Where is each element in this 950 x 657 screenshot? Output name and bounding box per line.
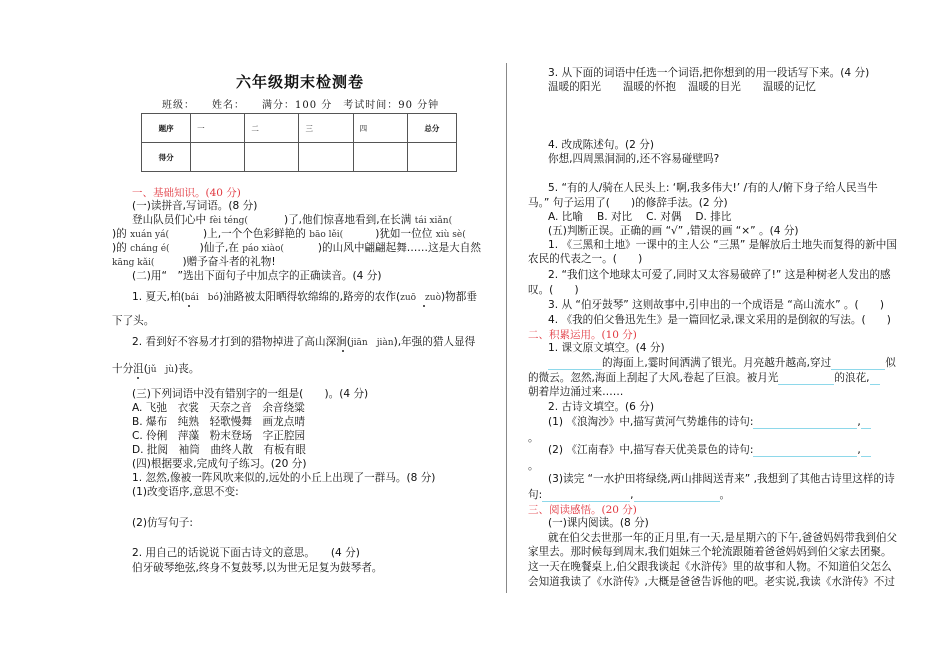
text: 似 [885, 357, 896, 369]
table-cell: 得分 [142, 143, 191, 172]
text: 。 [719, 489, 731, 501]
score-input-1[interactable] [191, 143, 245, 172]
text: 十分沮( [112, 363, 148, 375]
question-title: (一)课内阅读。(8 分) [548, 517, 649, 529]
text-line: (1)改变语序,意思不变: [132, 486, 239, 498]
text: 2. 看到好不容易才打到的猎物掉进了高山深涧( [132, 336, 351, 348]
table-cell: 二 [245, 114, 299, 143]
score-input-3[interactable] [299, 143, 353, 172]
option-c[interactable]: C. 伶俐 萍藻 粉末登场 字正腔园 [132, 430, 306, 442]
text: )的 [112, 242, 127, 254]
table-cell: 四 [353, 114, 407, 143]
section-heading-2: 二、积累运用。(10 分) [528, 329, 637, 341]
text: (1) 《浪淘沙》中,描写黄河气势雄伟的诗句: [548, 416, 754, 428]
pinyin: tái xiǎn( [414, 216, 453, 226]
answer-blank[interactable] [861, 417, 871, 429]
text-line [132, 213, 452, 228]
text: 的海面上,霎时间洒满了银光。月亮越升越高,穿过 [602, 357, 832, 369]
pinyin: bāo lěi( [309, 230, 344, 240]
word: 温暖的阳光 [548, 81, 601, 93]
score-table [141, 113, 457, 172]
answer-blank[interactable] [870, 373, 880, 385]
text: 的微云。忽然,海面上刮起了大风,卷起了巨浪。被月光 [528, 372, 779, 384]
table-cell: 三 [299, 114, 353, 143]
answer-blank[interactable] [778, 373, 834, 385]
text-line [528, 371, 880, 385]
text-line [112, 241, 481, 256]
answer-blank[interactable] [634, 490, 720, 502]
text-line: 3. 从 “伯牙鼓琴” 这则故事中,引申出的一个成语是 “高山流水” 。( ) [548, 299, 884, 311]
emphasis-dot [188, 305, 190, 307]
text-line: 4. 改成陈述句。(2 分) [548, 139, 655, 151]
word: 温暖的记忆 [762, 81, 816, 93]
text-line: 伯牙破琴绝弦,终身不复鼓琴,以为世无足复为鼓琴者。 [132, 562, 383, 574]
answer-blank[interactable] [542, 490, 630, 502]
text-line [548, 443, 871, 457]
text: 句: [528, 489, 543, 501]
question-title: (五)判断正误。正确的画 “√” ,错误的画 “×” 。(4 分) [548, 225, 799, 237]
text: )了,他们惊喜地看到,在长满 [283, 214, 412, 226]
text-line: 马。” 句子运用了( )的修辞手法。(2 分) [528, 197, 728, 209]
text-line [132, 290, 477, 305]
text: , [857, 416, 861, 428]
text-line: 朝着岸边涌过来…… [528, 386, 624, 398]
option-d[interactable]: D. 批阅 袖筒 曲终人散 有板有眼 [132, 444, 306, 456]
text-line: 农民的代表之一。( ) [528, 253, 643, 265]
answer-blank[interactable] [753, 445, 857, 457]
pinyin: cháng é( [130, 244, 170, 254]
text: )的山风中翩翩起舞……这是大自然 [317, 242, 481, 254]
text-line [528, 488, 730, 502]
text-line: 2. 用自己的话说说下面古诗文的意思。 (4 分) [132, 547, 360, 559]
text-line: 5. “有的人/骑在人民头上: ‘啊,我多伟大!’ /有的人/俯下身子给人民当牛 [548, 182, 878, 194]
emphasis-dot [423, 305, 425, 307]
text: )的 [112, 228, 127, 240]
pinyin: kāng kǎi( [112, 258, 155, 268]
word: 温暖的目光 [687, 81, 741, 93]
text: (2) 《江南春》中,描写春天优美景色的诗句: [548, 444, 754, 456]
text: )犹如一位位 [375, 228, 433, 240]
text-line: 2. 古诗文填空。(6 分) [548, 401, 655, 413]
question-title: (四)根据要求,完成句子练习。(20 分) [132, 458, 307, 470]
answer-blank[interactable] [548, 358, 602, 370]
score-input-2[interactable] [245, 143, 299, 172]
text: )油路被太阳晒得软绵绵的,路旁的农作( [218, 291, 401, 303]
text: )赠予奋斗者的礼物! [182, 256, 276, 268]
text-line: 1. 忽然,像被一阵风吹来似的,远处的小丘上出现了一群马。(8 分) [132, 472, 436, 484]
text-line [132, 335, 475, 350]
text-line [112, 255, 276, 270]
text: )仙子,在 [199, 242, 239, 254]
text-line: 3. 从下面的词语中任选一个词语,把你想到的用一段话写下来。(4 分) [548, 67, 870, 79]
table-cell: 题序 [142, 114, 191, 143]
passage-line: 家里去。那时候每到周末,我们姐妹三个轮流跟随着爸爸妈妈到伯父家去团聚。 [528, 546, 892, 558]
score-input-4[interactable] [353, 143, 407, 172]
text-line [548, 356, 896, 370]
text-line [548, 415, 871, 429]
table-row [142, 114, 457, 143]
question-title: (二)用“ ”选出下面句子中加点字的正确读音。(4 分) [132, 270, 382, 282]
text-line [112, 227, 466, 242]
pinyin-options[interactable]: jiān jiàn [350, 338, 394, 348]
page-title: 六年级期末检测卷 [236, 73, 365, 91]
text-line: (2)仿写句子: [132, 517, 193, 529]
text: , [630, 489, 634, 501]
text: )丧。 [174, 363, 200, 375]
option-b[interactable]: B. 爆布 纯熟 轻歌慢舞 画龙点晴 [132, 416, 305, 428]
text-line: 下了头。 [112, 315, 155, 327]
answer-blank[interactable] [753, 417, 857, 429]
text: 的浪花, [834, 372, 870, 384]
table-row [142, 143, 457, 172]
question-title: (三)下列词语中没有错别字的一组是( )。(4 分) [132, 388, 369, 400]
emphasis-dot [342, 350, 344, 352]
pinyin-options[interactable]: bái bó [184, 293, 219, 303]
pinyin-options[interactable]: jǔ jù [147, 365, 175, 375]
table-cell: 总分 [407, 114, 456, 143]
exam-info: 班级： 姓名： 满分：100 分 考试时间：90 分钟 [162, 100, 440, 111]
text-line: 叹。( ) [528, 284, 579, 296]
text-line: (3)读完 “一水护田将绿绕,两山排闼送青来” ,我想到了其他古诗里这样的诗 [548, 473, 895, 485]
text: )上,一个个色彩鲜艳的 [202, 228, 306, 240]
answer-blank[interactable] [861, 445, 871, 457]
text-line: 1. 《三黑和土地》一课中的主人公 “三黑” 是解放后土地失而复得的新中国 [548, 239, 897, 251]
text-line: 4. 《我的伯父鲁迅先生》是一篇回忆录,课文采用的是倒叙的写法。( ) [548, 314, 891, 326]
score-input-total[interactable] [407, 143, 456, 172]
text-line [112, 362, 199, 377]
pinyin: xiù sè( [435, 230, 466, 240]
text-line: 1. 课文原文填空。(4 分) [548, 342, 665, 354]
option-a[interactable]: A. 飞弛 衣裳 天奈之音 余音绕粱 [132, 402, 305, 414]
text-line: 你想,四周黑洞洞的,还不容易碰壁吗? [548, 153, 720, 165]
passage-line: 就在伯父去世那一年的正月里,有一天,是星期六的下午,爸爸妈妈带我到伯父 [548, 532, 898, 544]
pinyin: xuán yá( [130, 230, 169, 240]
text: ),年强的猎人显得 [393, 336, 476, 348]
section-heading-3: 三、阅读感悟。(20 分) [528, 504, 637, 516]
passage-line: 会知道我读了《水浒传》,大概是爸爸告诉他的吧。老实说,我读《水浒传》不过 [528, 576, 895, 588]
text-line: 。 [528, 460, 539, 472]
word: 温暖的怀抱 [622, 81, 676, 93]
text: )物都垂 [441, 291, 477, 303]
passage-line: 这一天在晚餐桌上,伯父跟我谈起《水浒传》里的故事和人物。不知道伯父怎么 [528, 561, 892, 573]
pinyin: fèi téng( [209, 216, 248, 226]
options[interactable]: A. 比喻 B. 对比 C. 对偶 D. 排比 [548, 211, 732, 223]
text-line: 。 [528, 432, 539, 444]
word-list [548, 80, 816, 94]
text: 1. 夏天,柏( [132, 291, 185, 303]
text: 登山队员们心中 [132, 214, 207, 226]
question-title: (一)读拼音,写词语。(8 分) [132, 200, 258, 212]
column-divider [506, 63, 507, 593]
text-line: 2. “我们这个地球太可爱了,同时又太容易破碎了!” 这是种树老人发出的感 [548, 269, 891, 281]
pinyin: páo xiào( [242, 244, 284, 254]
answer-blank[interactable] [831, 358, 885, 370]
section-heading-1: 一、基础知识。(40 分) [132, 187, 241, 199]
emphasis-dot [137, 377, 139, 379]
text: , [857, 444, 861, 456]
pinyin-options[interactable]: zuō zuò [400, 293, 442, 303]
table-cell: 一 [191, 114, 245, 143]
